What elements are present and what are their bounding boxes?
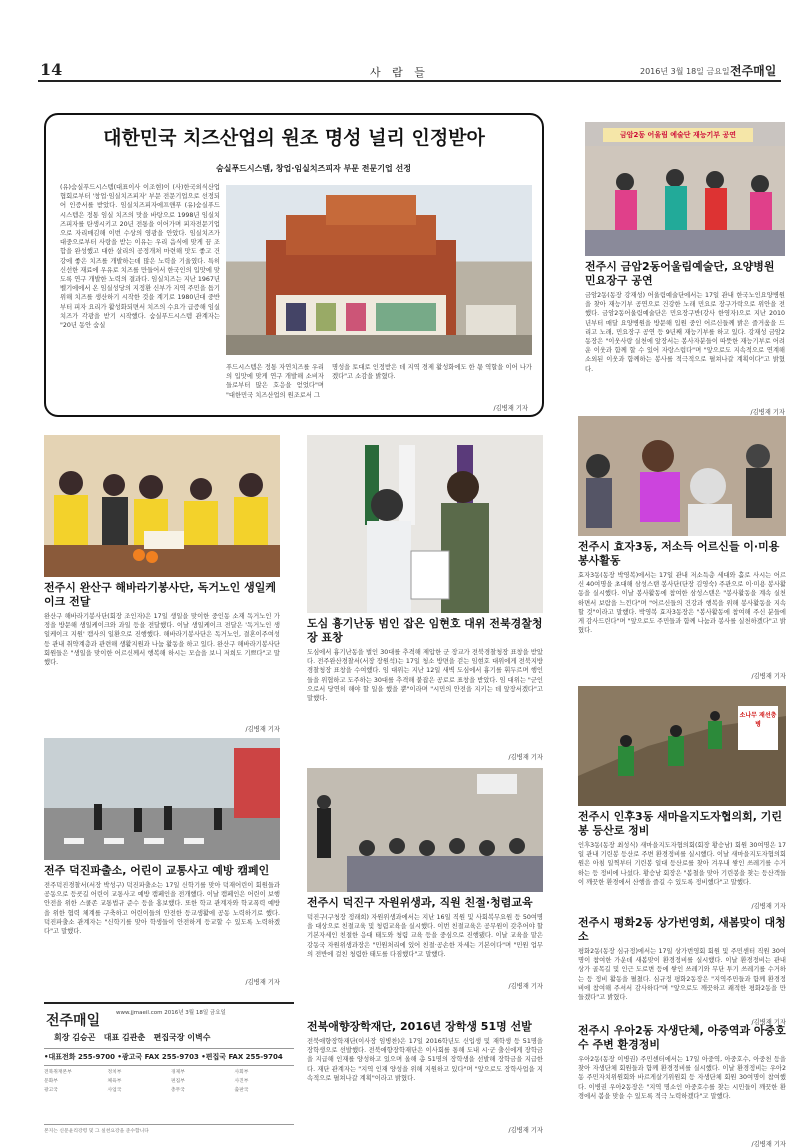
masthead-meta: www.jjmaeil.com 2016년 3월 18일 금요일 <box>116 1010 226 1016</box>
captain-body: 도심에서 흉기난동을 벌인 30대를 추격해 제압한 군 장교가 전북경찰청장 표창을 받았다. 전주완산경찰서(서장 장원석)는 17일 청소 방면을 걷는 임현호 대위에게 전북지방경찰청장 표창을 수여했다. 임 대위는 지난 12일 새벽 도심에서 흉기를 휘두르며 행인들을 위협하고 도주하는 30대를 추격해 붙잡은 공로로 표창을 받았다. 임 대위는 "군인으로서 당연히 해야 할 일을 했을 뿐"이라며 "시민의 안전을 지키는 데 앞장서겠다"고 말했다. <box>307 649 543 703</box>
article-geumam <box>585 122 785 416</box>
feature-column-1: (유)숨실푸드시스템(대표이사 이조현)이 (사)한국외식산업협회로부터 '창업·임실치즈피자' 부문 전문기업으로 선정되어 인증서를 받았다. 임실치즈피자에프앤푸 (유)숨실푸드시스템은 정통 임실 치즈의 맛을 바탕으로 1998년 임실치즈피자를 탄생시키고 20년 전통을 이어가며 피자전문기업으로 자리매김해 이번 수상의 영광을 안았다. 임실치즈가 대중으로부터 사랑을 받는 이유는 우리 음식에 맞게 끔 조합을 완성했고 대한 살리의 공정개처 마련해 맛도 좋고 건강에 좋은 치즈를 개발하는데 많은 노력을 기울였다. 특히 신선한 재료에 우유로 치즈를 만들어서 한국인의 입맛에 맞도록 연구 개발한 노력의 결과다. 임실치즈는 지난 1967년 벨기에에서 온 임실성당의 지정환 신부가 지역 주민을 돕기 위해 치즈를 생산하기 시작한 것을 계기로 1980년대 중반부터 피자 요리가 활성화되면서 치즈의 수요가 급증해 임실치즈가 각광을 받기 시작했다. 숨실푸드시스템 관계자는 "20년 동안 숨실 <box>60 184 220 330</box>
directory-item: 총무국 <box>171 1088 185 1093</box>
sunflower-byline: /김병재 기자 <box>245 726 280 733</box>
inhu-body: 인후3동(동장 최성식) 새마을지도자협의회(회장 황승남) 회원 30여명은 17일 관내 기린봉 등산로 주변 환경정비를 실시했다. 이날 새마을지도자협의회원은 아침 일찍부터 기린봉 일대 등산로를 찾아 겨우내 쌓인 쓰레기를 수거하는 등 정비에 나섰다. 황승남 회장은 "봄철을 맞아 기린봉을 찾는 등산객들이 깨끗한 환경에서 산행을 즐길 수 있도록 정비했다"고 말했다. <box>578 842 786 886</box>
inhu-byline: /김병재 기자 <box>751 903 786 910</box>
header-rule <box>38 80 781 82</box>
masthead-logo: 전주매일 <box>46 1013 101 1029</box>
article-captain <box>307 435 543 759</box>
cheese-building-photo <box>226 185 532 355</box>
article-hyoja <box>578 416 786 678</box>
article-sunflower <box>44 435 280 733</box>
ceo: 대표 김관춘 <box>103 1033 146 1042</box>
geumam-title: 전주시 금암2동어울림예술단, 요양병원 민요장구 공연 <box>585 260 775 287</box>
masthead-staff <box>54 1032 294 1043</box>
issue-date: 2016년 3월 18일 금요일 <box>640 67 730 76</box>
deokjin-police-title: 전주 덕진파출소, 어린이 교통사고 예방 캠페인 <box>44 864 270 877</box>
scholarship-body: 전북애향장학재단(이사장 임병찬)은 17일 2016학년도 신입생 및 재학생 등 51명을 장학생으로 선발했다. 전북애향장학재단은 이사회를 통해 도내 시·군 출신에게 장학금을 지급해 인재를 양성하고 있으며 올해 총 51명의 장학생을 선발해 장학금을 지급한다. 재단 관계자는 "지역 인재 양성을 위해 지원하고 있다"며 "앞으로도 장학사업을 지속적으로 펼쳐나갈 계획"이라고 밝혔다. <box>307 1038 543 1082</box>
directory-item: 사회부 <box>234 1070 249 1075</box>
masthead <box>44 1002 294 1132</box>
sunflower-title: 전주시 완산구 해바라기봉사단, 독거노인 생일케이크 전달 <box>44 581 277 608</box>
crosswalk-photo <box>44 738 280 860</box>
directory-item: 문화부 <box>44 1079 58 1084</box>
volunteers-scene <box>44 435 280 577</box>
geumam-byline: /김병재 기자 <box>750 409 785 416</box>
pyeonghwa-byline: /김병재 기자 <box>751 1019 786 1026</box>
pyeonghwa-body: 평화2동(동장 심규정)에서는 17일 상가번영회 회원 및 주민센터 직원 30여명이 참여한 가운데 새봄맞이 환경정비를 실시했다. 이날 환경정비는 관내 상가 골목길 및 인근 도로변 등에 쌓인 쓰레기와 무단 투기 쓰레기를 수거하는 등 정비 활동을 펼쳤다. 심규정 평화2동장은 "지역주민들과 함께 환경정비에 참여해 주셔서 감사하다"며 "앞으로도 깨끗하고 쾌적한 평화2동을 만들겠다"고 밝혔다. <box>578 948 786 1002</box>
training-photo <box>307 768 543 892</box>
deokjin-office-byline: /김병재 기자 <box>508 983 543 990</box>
feature-headline: 대한민국 치즈산업의 원조 명성 널리 인정받아 <box>103 127 485 149</box>
feature-column-3: 명성을 토대로 인정받은 데 지역 경제 활성화에도 한 몫 역할을 이어 나가겠다"고 소감을 밝혔다. <box>332 364 532 381</box>
directory-item: 사업국 <box>107 1088 122 1093</box>
photo-banner: 금암2동 어울림 예술단 재능기부 공연 <box>603 128 753 142</box>
captain-title: 도심 흉기난동 범인 잡은 임현호 대위 전북경찰청장 표창 <box>307 617 543 644</box>
captain-byline: /김병재 기자 <box>508 754 543 761</box>
directory-item: 체육부 <box>107 1079 122 1084</box>
directory-item: 출판국 <box>234 1088 249 1093</box>
directory-item: 편집부 <box>171 1079 185 1084</box>
scholarship-byline: /김병재 기자 <box>508 1127 543 1134</box>
hyoja-byline: /김병재 기자 <box>751 673 786 680</box>
article-inhu <box>578 686 786 910</box>
deokjin-office-title: 전주시 덕진구 자원위생과, 직원 친절·청렴교육 <box>307 896 533 909</box>
publisher: 회장 김승곤 <box>54 1033 96 1042</box>
sunflower-photo <box>44 435 280 577</box>
street-scene <box>44 738 280 860</box>
article-scholarship <box>307 1016 543 1140</box>
editor: 편집국장 이벽수 <box>153 1033 211 1042</box>
classroom-scene <box>307 768 543 892</box>
hyoja-title: 전주시 효자3동, 저소득 어르신들 이·미용 봉사활동 <box>578 540 780 567</box>
geumam-photo <box>585 122 785 256</box>
section-title: 사 람 들 <box>370 66 429 79</box>
feature-article <box>44 113 544 417</box>
feature-subheadline: 숨실푸드시스템, 창업·임실치즈피자 부문 전문기업 선정 <box>216 164 411 173</box>
warning-sign: 소나무 재선충병 <box>738 706 778 750</box>
ua-byline: /김병재 기자 <box>751 1141 786 1148</box>
feature-byline: /김병재 기자 <box>493 405 528 412</box>
pyeonghwa-title: 전주시 평화2동 상가번영회, 새봄맞이 대청소 <box>578 916 786 943</box>
award-photo <box>307 435 543 613</box>
deokjin-police-byline: /김병재 기자 <box>245 979 280 986</box>
hyoja-body: 효자3동(동장 박영복)에서는 17일 관내 저소득층 세대와 홀로 사시는 어르신 40여명을 초대해 삼성스탠 봉사단(단장 김영숙) 주관으로 이·미용 봉사활동을 실시했다. 이날 봉사활동에 참여한 삼성스탠은 "봉사활동을 계속 실천하면서 보람을 느낀다"며 "어르신들의 건강과 행복을 위해 봉사활동을 지속할 것"이라고 말했다. 박영복 효자3동장은 "봉사활동에 참여해 주신 분들에게 감사드린다"며 "앞으로도 주민들과 함께 나눔과 봉사를 실천하겠다"고 밝혔다. <box>578 572 786 635</box>
ua-title: 전주시 우아2동 자생단체, 아중역과 아중호수 주변 환경정비 <box>578 1024 786 1051</box>
feature-photo <box>226 185 532 355</box>
deokjin-police-body: 전주덕진경찰서(서장 박성구) 덕진파출소는 17일 신학기를 맞아 덕재어린이 회원들과 공동으로 등굣길 어린이 교통사고 예방 캠페인을 전개했다. 이날 캠페인은 어린이 보행 안전을 위한 스쿨존 교통법규 준수 등을 홍보했다. 또한 학교 관계자와 학교폭력 예방을 위한 협력 체계를 구축하고 어린이들의 안전한 등교생활에 공동 노력하기로 했다. 덕진파출소 관계자는 "신학기를 맞아 학생들이 안전하게 등교할 수 있도록 노력하겠다"고 말했다. <box>44 882 280 936</box>
page-header <box>0 0 805 86</box>
feature-column-2: 푸드시스템은 정통 자연치즈를 우리의 입맛에 맞게 연구 개발해 소비자들로부터 많은 호응을 얻었다"며 "대한민국 치즈산업의 원조로서 그 <box>226 364 324 399</box>
article-pyeonghwa <box>578 912 786 1026</box>
article-deokjin-office <box>307 768 543 1002</box>
performance-photo <box>585 122 785 256</box>
masthead-footer: 본지는 신문윤리강령 및 그 실천요강을 준수합니다 <box>44 1124 294 1134</box>
inhu-title: 전주시 인후3동 새마을지도자협의회, 기린봉 등산로 정비 <box>578 810 782 837</box>
haircut-scene <box>578 416 786 536</box>
deokjin-office-body: 덕진구(구청장 정래희) 자원위생과에서는 지난 16일 직원 및 사회복무요원 등 50여명을 대상으로 친절교육 및 청렴교육을 실시했다. 이번 친절교육은 공무원이 갖추어야 할 기본자세인 친절한 응대 태도와 청렴 교육 등을 중심으로 진행됐다. 이날 교육을 맡은 강동국 자원위생과장은 "민원처리에 있어 친절·공손한 자세는 기본이다"며 "민원 업무의 전반에 걸친 청렴한 태도를 다짐했다"고 말했다. <box>307 914 543 958</box>
directory-item: 경제부 <box>171 1070 185 1075</box>
sunflower-body: 완산구 해바라기봉사단(회장 조인자)은 17일 생일을 맞이한 중인동 소재 독거노인 가정을 방문해 생일케이크와 과일 등을 전달했다. 이날 생일케이크 전달은 '독거노인 생일케이크 지원' 캠사의 일환으로 진행했다. 해바라기봉사단은 독거노인, 결혼이주여성 등 관내 취약계층과 관련해 생활지원과 나눔 활동을 하고 있다. 완산구 해바라기봉사단 회원들은 "생일을 맞이한 어르신께서 행복해 하시는 모습을 보니 저희도 기쁘다"고 말했다. <box>44 613 280 667</box>
directory-item: 광고국 <box>44 1088 58 1093</box>
directory-item: 전북취재본부 <box>44 1070 72 1075</box>
hiking-photo <box>578 686 786 806</box>
article-ua <box>578 1020 786 1148</box>
paper-name: 전주매일 <box>730 64 777 78</box>
masthead-phones: •대표전화 255-9700 •광고국 FAX 255-9703 •편집국 FAX 255-9704 <box>44 1048 294 1066</box>
page-number: 14 <box>40 60 63 79</box>
ua-body: 우아2동(동장 이병권) 주민센터에서는 17일 아중역, 아중호수, 아중천 등을 찾아 자생단체 회원들과 함께 환경정비를 실시했다. 이날 환경정비는 우아2동 주민자치위원회와 바르게살기위원회 등 자생단체 회원 30여명이 참여했다. 이병권 우아2동장은 "지역 명소인 아중호수를 찾는 시민들이 깨끗한 환경에서 봄을 맞을 수 있도록 적극 노력하겠다"고 말했다. <box>578 1056 786 1100</box>
directory-item: 정치부 <box>107 1070 122 1075</box>
directory-item: 사진부 <box>234 1079 249 1084</box>
geumam-body: 금암2동(동장 강재성) 어울림예술단에서는 17일 관내 한국노인요양병원을 찾아 재능기부 공연으로 건강한 노래 민요로 장구가락으로 위안을 전했다. 금암2동어울림예술단은 민요장구반(강사 한영자)으로 지난 2010년부터 매달 요양병원을 방문해 입원 중인 어르신들께 밝은 즐거움을 드리고 노래, 민요장구 공연 등 9년째 재능기부를 하고 있다. 강재성 금암2동장은 "이웃사랑 실천에 앞장서는 봉사자분들이 따뜻한 재능기부로 어려운 이웃과 함께 할 수 있어 자랑스럽다"며 "앞으로도 지속적으로 연계해 소외된 이웃과 함께하는 봉사를 적극적으로 펼쳐나갈 계획이다"고 밝혔다. <box>585 292 785 373</box>
scholarship-title: 전북애향장학재단, 2016년 장학생 51명 선발 <box>307 1020 532 1033</box>
award-ceremony-scene <box>307 435 543 613</box>
article-deokjin-police <box>44 738 280 1000</box>
haircut-photo <box>578 416 786 536</box>
masthead-directory <box>44 1068 294 1093</box>
